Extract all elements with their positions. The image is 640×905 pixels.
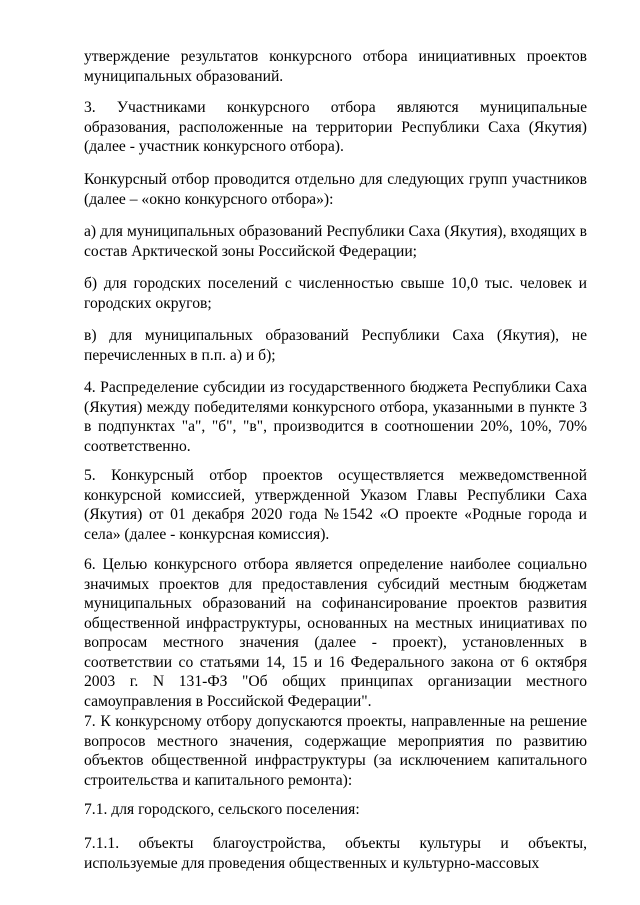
paragraph-item-7: 7. К конкурсному отбору допускаются проекты, направленные на решение вопросов местного значения, содержащие мероприятия по развитию объектов общественной инфраструктуры (за исключением капитального строительства и капитального ремонта):	[84, 713, 587, 789]
paragraph-group-v: в) для муниципальных образований Республики Саха (Якутия), не перечисленных в п.п. а) и б);	[84, 327, 587, 364]
paragraph-continuation: утверждение результатов конкурсного отбора инициативных проектов муниципальных образований.	[84, 48, 587, 85]
paragraph-item-5: 5. Конкурсный отбор проектов осуществляется межведомственной конкурсной комиссией, утвержденной Указом Главы Республики Саха (Якутия) от 01 декабря 2020 года №1542 «О проекте «Родные города и села» (далее - конкурсная комиссия).	[84, 467, 587, 543]
paragraph-group-b: б) для городских поселений с численностью свыше 10,0 тыс. человек и городских округов;	[84, 275, 587, 312]
paragraph-item-3: 3. Участниками конкурсного отбора являются муниципальные образования, расположенные на территории Республики Саха (Якутия) (далее - участник конкурсного отбора).	[84, 99, 587, 155]
paragraph-groups-intro: Конкурсный отбор проводится отдельно для следующих групп участников (далее – «окно конкурсного отбора»):	[84, 171, 587, 208]
paragraph-item-7-1-1: 7.1.1. объекты благоустройства, объекты культуры и объекты, используемые для проведения общественных и культурно-массовых	[84, 835, 587, 872]
paragraph-group-a: а) для муниципальных образований Республики Саха (Якутия), входящих в состав Арктической зоны Российской Федерации;	[84, 223, 587, 260]
paragraph-item-4: 4. Распределение субсидии из государственного бюджета Республики Саха (Якутия) между победителями конкурсного отбора, указанными в пункте 3 в подпунктах "а", "б", "в", производится в соотношении 20%, 10%, 70% соответственно.	[84, 379, 587, 455]
paragraph-item-6: 6. Целью конкурсного отбора является определение наиболее социально значимых проектов для предоставления субсидий местным бюджетам муниципальных образований на софинансирование проектов развития общественной инфраструктуры, основанных на местных инициативах по вопросам местного значения (далее - проект), установленных в соответствии со статьями 14, 15 и 16 Федерального закона от 6 октября 2003 г. N 131-ФЗ "Об общих принципах организации местного самоуправления в Российской Федерации".	[84, 556, 587, 710]
paragraph-item-7-1: 7.1. для городского, сельского поселения:	[84, 801, 360, 818]
